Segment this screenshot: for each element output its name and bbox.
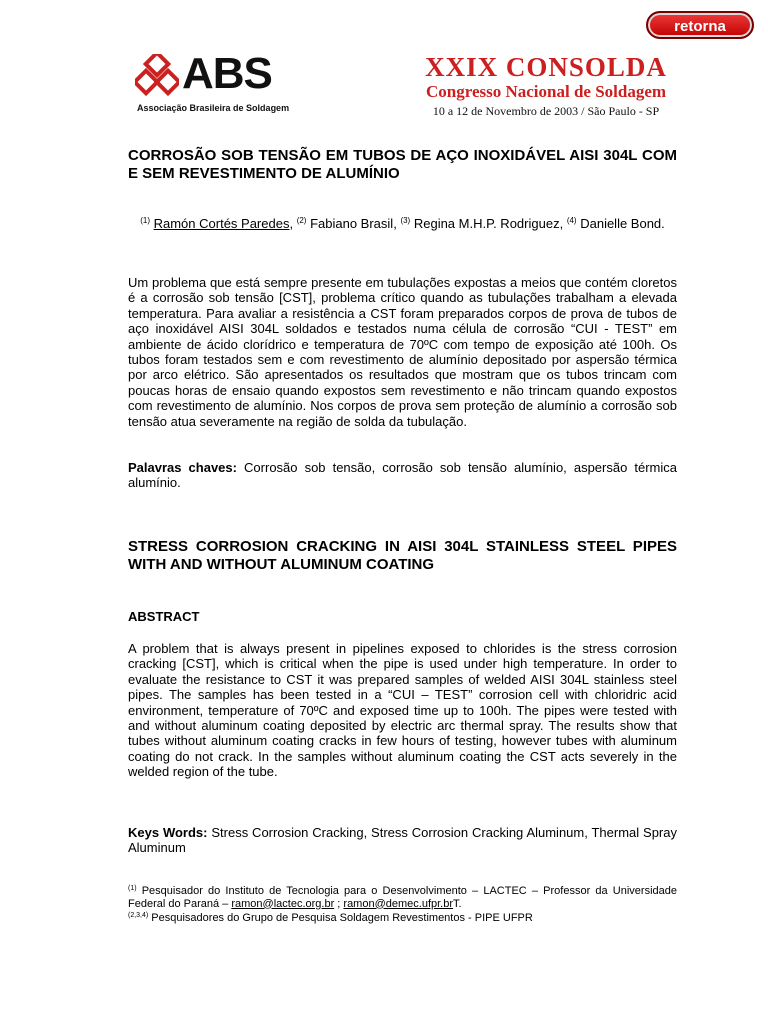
footnote-2: $^{(2,3,4)}$ Pesquisadores do Grupo de Pesquisa Soldagem Revestimentos - PIPE UFPR [128,912,533,924]
email-link[interactable]: ramon@demec.ufpr.br [343,897,454,910]
email-link[interactable]: ramon@lactec.org.br [231,897,335,910]
keywords-text: Stress Corrosion Cracking, Stress Corrosion Cracking Aluminum, Thermal Spray Aluminum [128,825,677,856]
conference-subtitle: Congresso Nacional de Soldagem [425,82,667,101]
footnote-1: $^{(1)}$ Pesquisador do Instituto de Tecnologia para o Desenvolvimento – LACTEC – Professor da Universidade Federal do Paraná – ramon@lactec.org.br ; ramon@demec.ufpr.brT. [128,885,677,910]
keywords-label: Keys Words: [128,825,208,840]
paper-title-pt: CORROSÃO SOB TENSÃO EM TUBOS DE AÇO INOXIDÁVEL AISI 304L COM E SEM REVESTIMENTO DE ALUMÍNIO [128,147,677,182]
paper-title-en: STRESS CORROSION CRACKING IN AISI 304L STAINLESS STEEL PIPES WITH AND WITHOUT ALUMINUM COATING [128,538,677,573]
footnote-mark: (2,3,4) [128,912,149,919]
author-separator: , [393,216,401,231]
author-separator: , [559,216,567,231]
keywords [128,825,677,856]
palavras-chaves [128,460,677,491]
resumo-paragraph: Um problema que está sempre presente em tubulações expostas a meios que contém cloretos é a corrosão sob tensão [CST], problema crítico quando as tubulações trabalham a elevada temperatura. Para avaliar a resistência a CST foram preparados corpos de prova de tubos de aço inoxidável AISI 304L soldados e testados numa célula de corrosão “CUI - TEST” em ambiente de ácido clorídrico e temperatura de 70ºC com tempo de exposição até 100h. Os tubos foram testados sem e com revestimento de alumínio depositado por aspersão térmica por arco elétrico. São apresentados os resultados que mostram que os tubos trincam com poucas horas de ensaio quando expostos sem revestimento e não trincam quando expostos com revestimento de alumínio. Nos corpos de prova sem proteção de alumínio a corrosão sob tensão atua severamente na região de solda da tubulação. [128,275,677,429]
abstract-heading: ABSTRACT [128,609,200,624]
logo-subtitle: Associação Brasileira de Soldagem [137,103,290,113]
author-name: Regina M.H.P. Rodriguez [413,216,560,231]
conference-title: XXIX CONSOLDA [425,52,667,82]
author-list [128,213,677,232]
author-name-link[interactable]: Ramón Cortés Paredes [153,216,290,231]
footnote-mark: (1) [128,885,137,892]
return-button[interactable]: retorna [646,11,754,39]
logo-text: ABS [182,49,272,98]
conference-header [410,52,682,120]
palavras-label: Palavras chaves: [128,460,237,475]
author-separator: , [289,216,297,231]
author-name: Fabiano Brasil [310,216,394,231]
author-mark: (2) [296,216,307,225]
abstract-paragraph: A problem that is always present in pipelines exposed to chlorides is the stress corrosion cracking [CST], which is critical when the pipe is used under high temperature. In order to evaluate the resistance to CST it was prepared samples of welded AISI 304L stainless steel pipes. The samples has been tested in a “CUI – TEST” corrosion cell with chloridric acid environment, temperature of 70ºC and exposed time up to 100h. The pipes were tested with and without aluminum coating deposited by electric arc thermal spray. The results show that tubes without aluminum coating cracks in few hours of testing, however tubes with aluminum coating do not crack. In the samples without aluminum coating the CST acts severely in the welded region of the tube. [128,641,677,780]
conference-date: 10 a 12 de Novembro de 2003 / São Paulo - SP [432,104,660,118]
abs-logo [135,49,290,114]
author-mark: (3) [400,216,411,225]
author-mark: (1) [140,216,150,225]
palavras-text: Corrosão sob tensão, corrosão sob tensão alumínio, aspersão térmica alumínio. [128,460,677,491]
abs-logo-icon [135,54,179,98]
author-mark: (4) [566,216,577,225]
author-name: Danielle Bond. [580,216,665,231]
